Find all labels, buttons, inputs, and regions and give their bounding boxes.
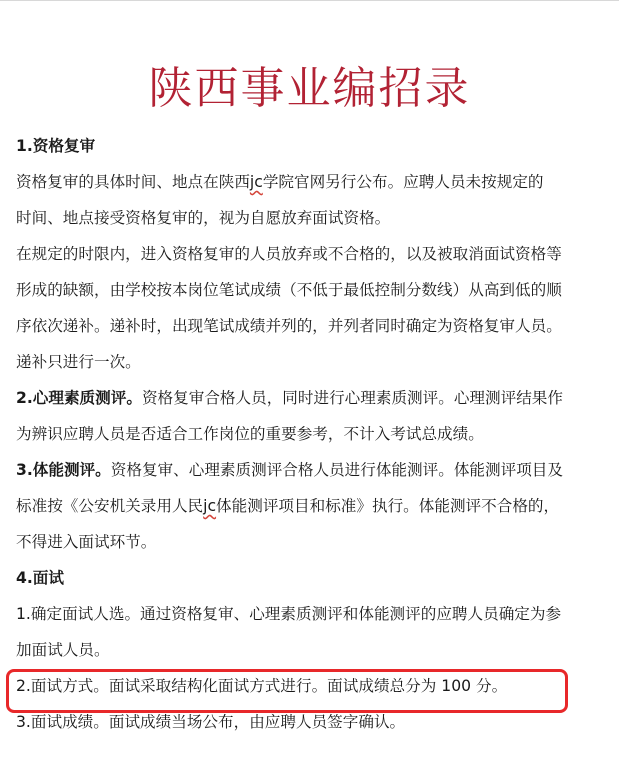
section-1-paragraph-2-line-4: 递补只进行一次。 — [16, 353, 141, 371]
text-span: 资格复审、心理素质测评合格人员进行体能测评。体能测评项目及 — [110, 461, 563, 479]
section-2-heading: 2.心理素质测评。 — [16, 389, 142, 407]
section-3-line-3: 不得进入面试环节。 — [16, 533, 157, 551]
section-4-item-1-line-1: 1.确定面试人选。通过资格复审、心理素质测评和体能测评的应聘人员确定为参 — [16, 605, 562, 623]
section-4-item-2: 2.面试方式。面试采取结构化面试方式进行。面试成绩总分为 100 分。 — [16, 677, 508, 695]
text-span: 标准按《公安机关录用人民 — [16, 497, 204, 515]
text-span: 资格复审合格人员，同时进行心理素质测评。心理测评结果作 — [141, 389, 563, 407]
highlight-box — [6, 669, 568, 713]
section-1-paragraph-2-line-2: 形成的缺额，由学校按本岗位笔试成绩（不低于最低控制分数线）从高到低的顺 — [16, 281, 562, 299]
document-body — [16, 128, 606, 740]
section-3-line-1 — [16, 452, 606, 488]
section-1-heading: 1.资格复审 — [16, 137, 96, 155]
spellcheck-word: jc — [203, 497, 217, 515]
text-span: 体能测评项目和标准》执行。体能测评不合格的， — [216, 497, 560, 515]
section-3-line-2 — [16, 488, 606, 524]
section-1-paragraph-2-line-3: 序依次递补。递补时，出现笔试成绩并列的，并列者同时确定为资格复审人员。 — [16, 317, 562, 335]
text-span: 资格复审的具体时间、地点在陕西 — [16, 173, 250, 191]
section-4-item-1-line-2: 加面试人员。 — [16, 641, 110, 659]
page-title: 陕西事业编招录 — [148, 63, 471, 114]
text-span: 学院官网另行公布。应聘人员未按规定的 — [262, 173, 544, 191]
section-1-paragraph-2-line-1: 在规定的时限内，进入资格复审的人员放弃或不合格的，以及被取消面试资格等 — [16, 245, 562, 263]
spellcheck-word: jc — [249, 173, 263, 191]
section-4-item-3: 3.面试成绩。面试成绩当场公布，由应聘人员签字确认。 — [16, 713, 406, 731]
section-3-heading: 3.体能测评。 — [16, 461, 111, 479]
section-2-line-1 — [16, 380, 606, 416]
top-divider — [0, 0, 619, 1]
section-1-paragraph-1-line-1 — [16, 164, 606, 200]
section-2-line-2: 为辨识应聘人员是否适合工作岗位的重要参考，不计入考试总成绩。 — [16, 425, 484, 443]
section-1-paragraph-1-line-2: 时间、地点接受资格复审的，视为自愿放弃面试资格。 — [16, 209, 391, 227]
section-4-heading: 4.面试 — [16, 569, 64, 587]
